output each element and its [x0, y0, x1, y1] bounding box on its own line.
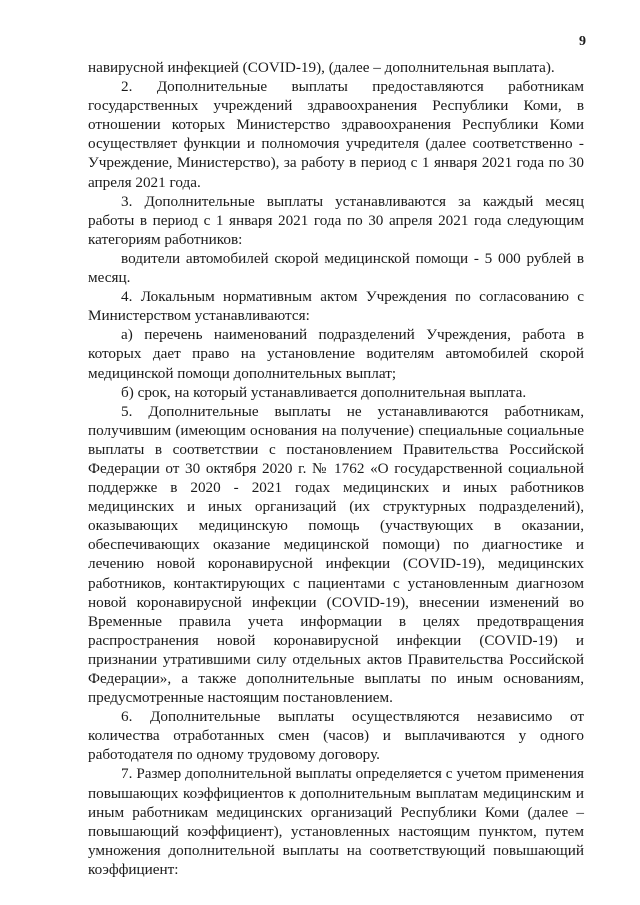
- paragraph-1-continuation: навирусной инфекцией (COVID-19), (далее – дополнительная выплата).: [88, 59, 555, 76]
- paragraph-4-item-a: а) перечень наименований подразделений Учреждения, работа в которых дает право на установление водителям автомобилей скорой медицинской помощи дополнительных выплат;: [88, 326, 584, 382]
- paragraph-2: 2. Дополнительные выплаты предоставляются работникам государственных учреждений здравоохранения Республики Коми, в отношении которых Министерство здравоохранения Республики Коми осуществляет функции и полномочия учредителя (далее соответственно - Учреждение, Министерство), за работу в период с 1 января 2021 года по 30 апреля 2021 года.: [88, 78, 584, 191]
- paragraph-6: 6. Дополнительные выплаты осуществляются независимо от количества отработанных смен (часов) и выплачиваются у одного работодателя по одному трудовому договору.: [88, 708, 584, 764]
- paragraph-4-item-b: б) срок, на который устанавливается дополнительная выплата.: [121, 383, 527, 401]
- document-body: [88, 58, 584, 879]
- page-number: 9: [579, 34, 586, 49]
- paragraph-5: 5. Дополнительные выплаты не устанавливаются работникам, получившим (имеющим основания на получение) специальные социальные выплаты в соответствии с постановлением Правительства Российской Федерации от 30 октября 2020 г. № 1762 «О государственной социальной поддержке в 2020 - 2021 годах медицинских и иных работников медицинских и иных организаций (их структурных подразделений), оказывающих медицинскую помощь (участвующих в оказании, обеспечивающих оказание медицинской помощи) по диагностике и лечению новой коронавирусной инфекции (COVID-19), медицинских работников, контактирующих с пациентами с установленным диагнозом новой коронавирусной инфекции (COVID-19), внесении изменений во Временные правила учета информации в целях предотвращения распространения новой коронавирусной инфекции (COVID-19) и признании утратившими силу отдельных актов Правительства Российской Федерации», а также дополнительные выплаты по иным основаниям, предусмотренные настоящим постановлением.: [88, 402, 584, 707]
- paragraph-3: 3. Дополнительные выплаты устанавливаются за каждый месяц работы в период с 1 января 2021 года по 30 апреля 2021 года следующим категориям работников:: [88, 192, 584, 248]
- paragraph-7: 7. Размер дополнительной выплаты определяется с учетом применения повышающих коэффициентов к дополнительным выплатам медицинским и иным работникам медицинских организаций Республики Коми (далее – повышающий коэффициент), установленных настоящим пунктом, путем умножения дополнительной выплаты на соответствующий повышающий коэффициент:: [88, 765, 584, 878]
- paragraph-3-item: водители автомобилей скорой медицинской помощи - 5 000 рублей в месяц.: [88, 249, 584, 287]
- paragraph-4: 4. Локальным нормативным актом Учреждения по согласованию с Министерством устанавливаются:: [88, 288, 584, 325]
